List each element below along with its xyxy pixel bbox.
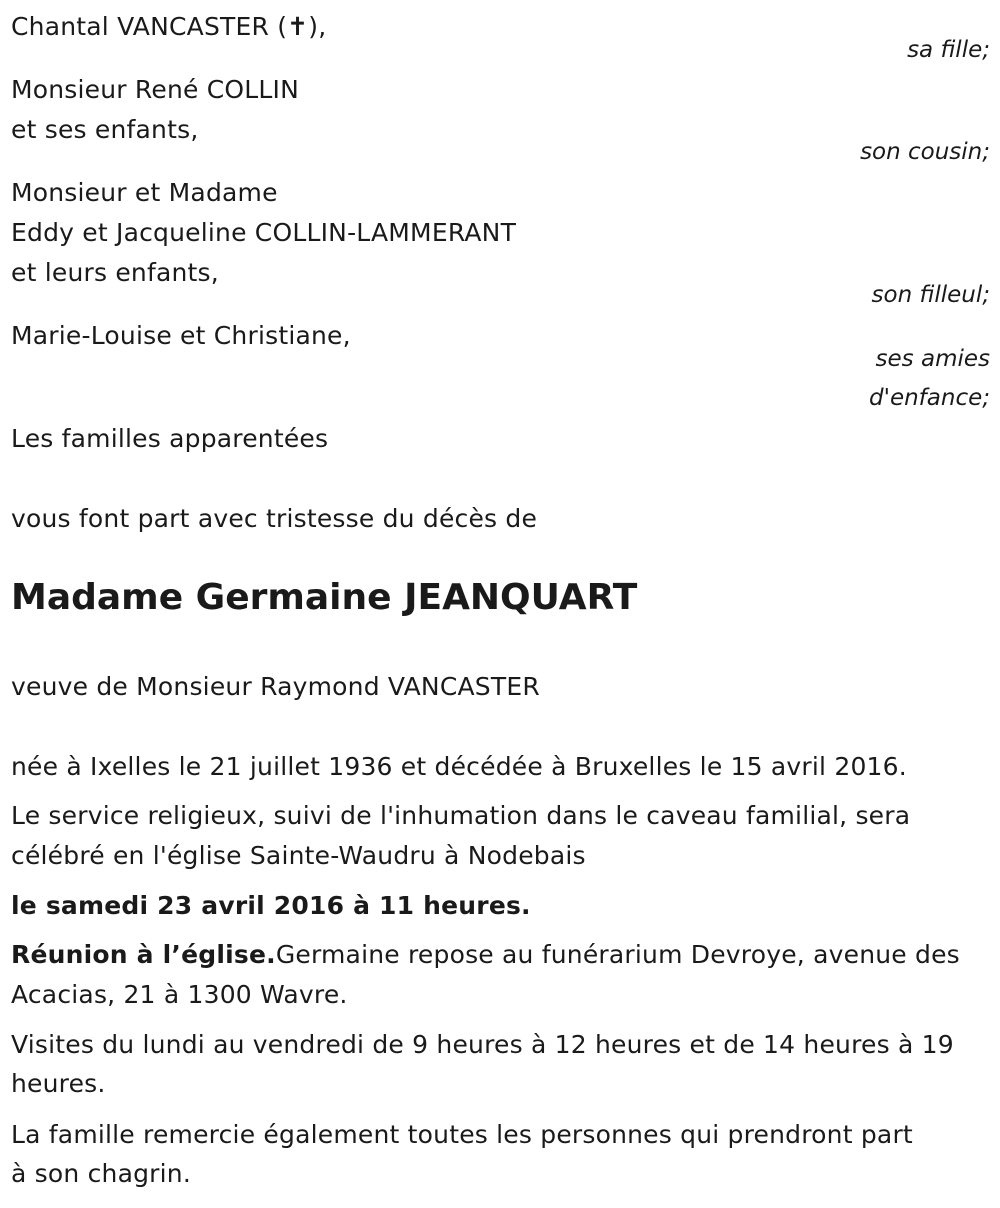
relation-ses-amies: ses amies — [875, 346, 990, 372]
family-line-eddy-jacqueline: Eddy et Jacqueline COLLIN-LAMMERANT — [11, 218, 517, 247]
reunion-bold: Réunion à l’église. — [11, 940, 276, 969]
thanks-line2: à son chagrin. — [11, 1159, 191, 1188]
thanks-line1: La famille remercie également toutes les personnes qui prendront part — [11, 1120, 913, 1149]
family-line-leurs-enfants: et leurs enfants, — [11, 258, 219, 287]
service-text-line2: célébré en l'église Sainte-Waudru à Nodebais — [11, 841, 586, 870]
relation-son-filleul: son filleul; — [871, 282, 990, 308]
service-date: le samedi 23 avril 2016 à 11 heures. — [11, 891, 531, 920]
announcement-text: vous font part avec tristesse du décès de — [11, 504, 538, 533]
family-line-monsieur-madame: Monsieur et Madame — [11, 178, 278, 207]
deceased-name: Madame Germaine JEANQUART — [11, 577, 638, 618]
family-line-marie-louise: Marie-Louise et Christiane, — [11, 321, 351, 350]
relation-sa-fille: sa fille; — [907, 37, 990, 63]
visits-line1: Visites du lundi au vendredi de 9 heures à 12 heures et de 14 heures à 19 — [11, 1030, 954, 1059]
reunion-line1 — [11, 942, 960, 967]
widow-of-text: veuve de Monsieur Raymond VANCASTER — [11, 672, 540, 701]
reunion-rest: Germaine repose au funérarium Devroye, avenue des — [275, 940, 960, 969]
service-text-line1: Le service religieux, suivi de l'inhumation dans le caveau familial, sera — [11, 801, 911, 830]
family-line-chantal: Chantal VANCASTER (✝), — [11, 12, 327, 41]
family-line-familles: Les familles apparentées — [11, 424, 329, 453]
relation-son-cousin: son cousin; — [860, 139, 990, 165]
birth-death-text: née à Ixelles le 21 juillet 1936 et décédée à Bruxelles le 15 avril 2016. — [11, 752, 907, 781]
reunion-line2: Acacias, 21 à 1300 Wavre. — [11, 980, 348, 1009]
relation-denfance: d'enfance; — [869, 385, 990, 411]
family-line-rene-enfants: et ses enfants, — [11, 115, 199, 144]
visits-line2: heures. — [11, 1069, 106, 1098]
family-line-rene: Monsieur René COLLIN — [11, 75, 299, 104]
